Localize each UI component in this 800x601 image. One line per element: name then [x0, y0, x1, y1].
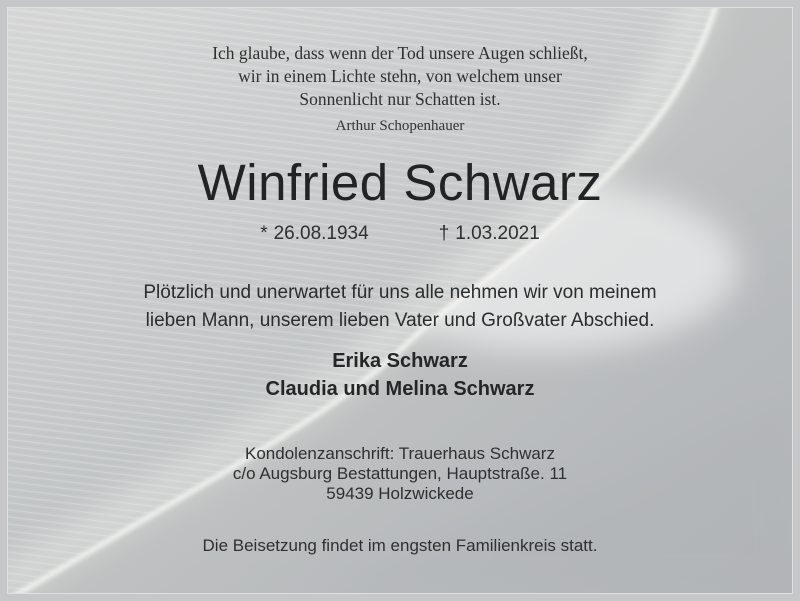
mourner-name: Claudia und Melina Schwarz — [265, 378, 535, 400]
life-dates — [8, 222, 792, 246]
mourners-block — [8, 347, 792, 403]
birth-date — [260, 222, 369, 246]
quote-block — [8, 42, 792, 111]
mourner-name: Erika Schwarz — [332, 350, 468, 372]
beach-background-photo — [8, 8, 792, 593]
deceased-name: Winfried Schwarz — [197, 154, 603, 211]
message-line: Plötzlich und unerwartet für uns alle nehmen wir von meinem — [143, 282, 657, 303]
condolence-line: c/o Augsburg Bestattungen, Hauptstraße. 11 — [232, 464, 568, 483]
quote-line: Sonnenlicht nur Schatten ist. — [299, 89, 501, 109]
quote-line: Ich glaube, dass wenn der Tod unsere Augen schließt, — [212, 43, 588, 63]
condolence-line: Kondolenzanschrift: Trauerhaus Schwarz — [245, 444, 555, 463]
closing-line: Die Beisetzung findet im engsten Familienkreis statt. — [202, 536, 598, 555]
quote-attribution: Arthur Schopenhauer — [335, 118, 465, 134]
message-line: lieben Mann, unserem lieben Vater und Großvater Abschied. — [145, 310, 655, 331]
farewell-message — [8, 279, 792, 335]
condolence-address — [8, 444, 792, 504]
quote-line: wir in einem Lichte stehn, von welchem unser — [238, 66, 562, 86]
death-cross-glyph: † — [438, 223, 450, 244]
death-date — [439, 222, 540, 246]
birth-date-value: 26.08.1934 — [273, 223, 369, 244]
condolence-line: 59439 Holzwickede — [326, 484, 474, 503]
birth-star-glyph: * — [260, 223, 268, 244]
death-date-value: 1.03.2021 — [455, 223, 540, 244]
